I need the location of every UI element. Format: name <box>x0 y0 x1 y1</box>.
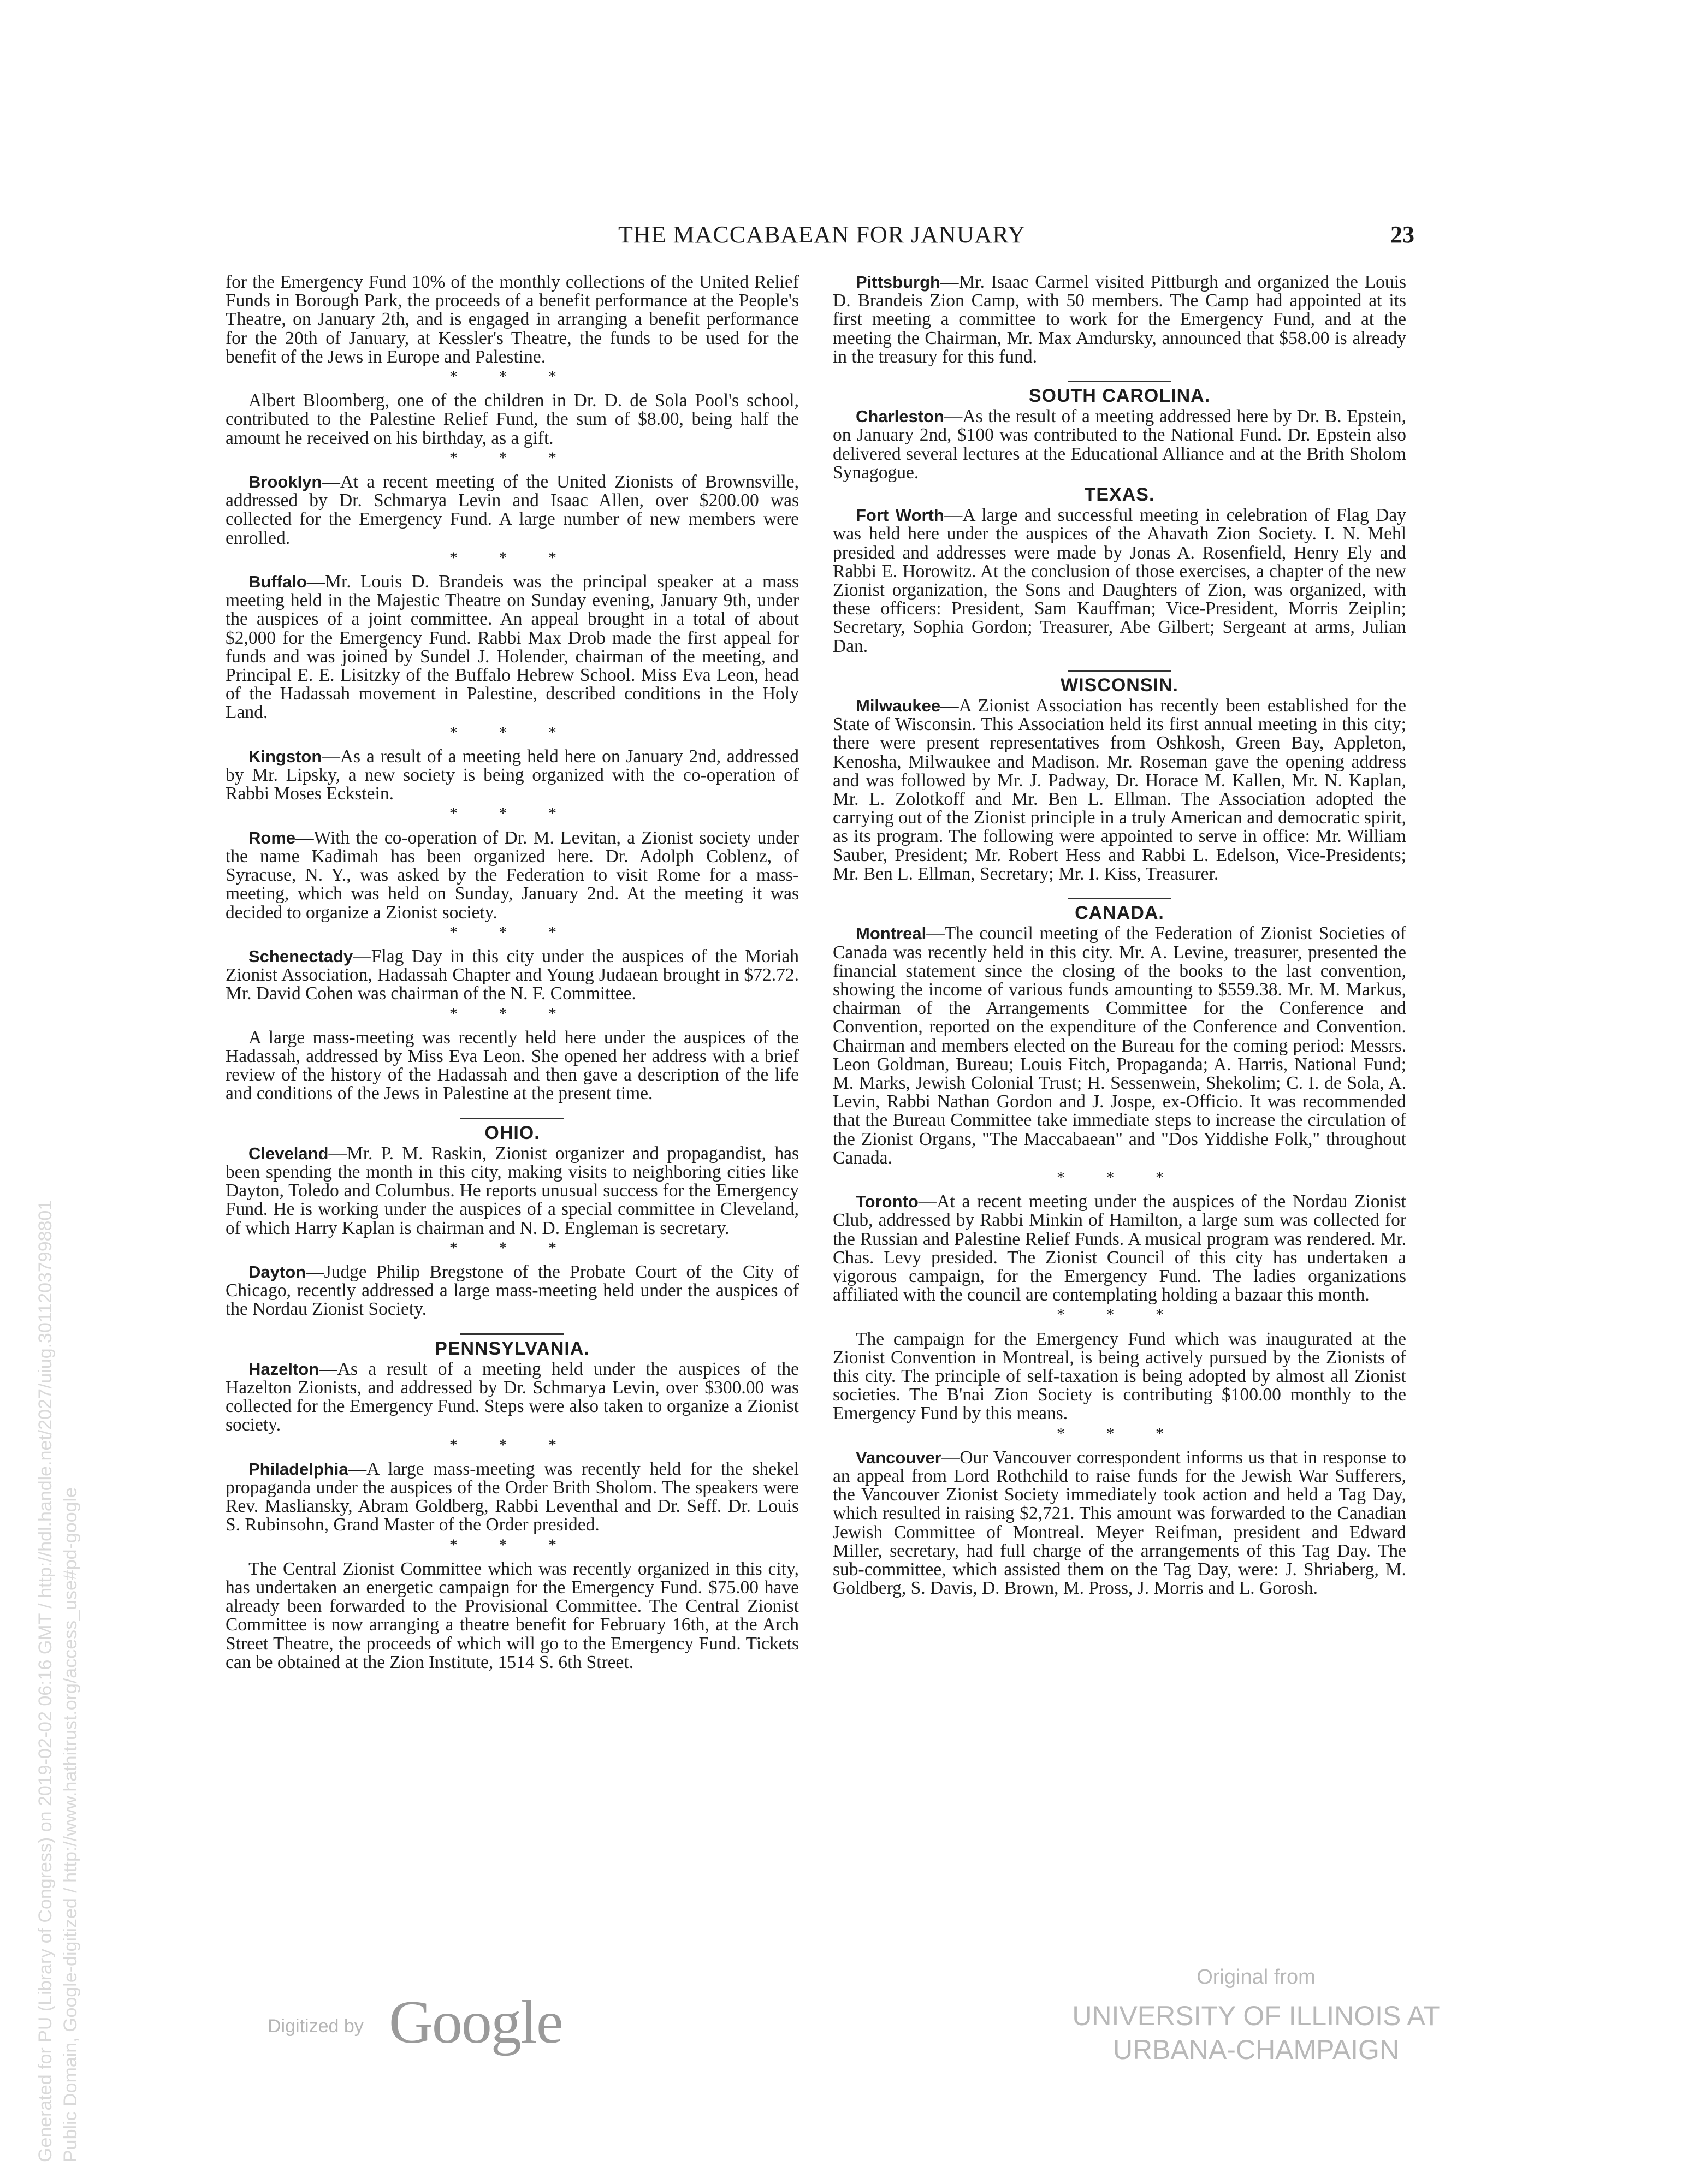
entry-text: —At a recent meeting of the United Zionists of Brownsville, addressed by Dr. Schmarya Levin and Isaac Allen, over $200.00 was collected for the Emergency Fund. A large number of new members were enrolled. <box>226 472 799 548</box>
digitized-by-google-logo <box>268 1987 595 2056</box>
entry-hazelton <box>226 1360 799 1435</box>
place-name: Buffalo <box>248 572 307 592</box>
entry-toronto <box>833 1192 1406 1304</box>
place-name: Schenectady <box>248 946 353 966</box>
entry-brooklyn <box>226 473 799 548</box>
watermark-line: Public Domain, Google-digitized / http://www.hathitrust.org/access_use#pd-google <box>60 1487 81 2162</box>
entry-text: —Our Vancouver correspondent informs us that in response to an appeal from Lord Rothchild to raise funds for the Jewish War Sufferers, the Vancouver Zionist Society immediately took action and held a Tag Day, which resulted in raising $2,721. This amount was forwarded to the Canadian Jewish Committee of Montreal. Meyer Reifman, president and Edward Miller, secretary, had full charge of the arrangements of this Tag Day. The sub-committee, which assisted them on the Tag Day, were: J. Shriaberg, M. Goldberg, S. Davis, D. Brown, M. Pross, J. Morris and L. Gorosh. <box>833 1447 1406 1599</box>
entry-milwaukee <box>833 697 1406 883</box>
entry-philadelphia <box>226 1460 799 1535</box>
place-name: Kingston <box>248 746 322 766</box>
entry-text: —As a result of a meeting held here on January 2nd, addressed by Mr. Lipsky, a new society is being organized with the co-operation of Rabbi Moses Eckstein. <box>226 746 799 804</box>
place-name: Milwaukee <box>856 696 941 716</box>
separator-stars: * * * <box>449 1238 575 1257</box>
entry-schenectady <box>226 947 799 1004</box>
separator-stars: * * * <box>449 548 575 567</box>
section-heading-pennsylvania: PENNSYLVANIA. <box>435 1338 590 1359</box>
section-rule <box>1068 898 1171 899</box>
entry-buffalo <box>226 573 799 722</box>
separator-stars: * * * <box>449 723 575 741</box>
entry-text: —A Zionist Association has recently been established for the State of Wisconsin. This Association held its first annual meeting in this city; there were present representatives from Oshkosh, Green Bay, Appleton, Kenosha, Milwaukee and Madison. Mr. Roseman gave the opening address and was followed by Mr. J. Padway, Dr. Horace M. Kallen, Mr. N. Kaplan, Mr. L. Zolotkoff and Mr. Ben L. Ellman. The Association adopted the carrying out of the Zionist principle in a truly American and democratic spirit, as its program. The following were appointed to serve in office: Mr. William Sauber, President; Mr. Robert Hess and Rabbi L. Edelson, Vice-Presidents; Mr. Ben L. Ellman, Secretary; Mr. I. Kiss, Treasurer. <box>833 696 1406 884</box>
right-column <box>833 273 1406 1598</box>
entry-text: —With the co-operation of Dr. M. Levitan, a Zionist society under the name Kadimah has been organized here. Dr. Adolph Coblenz, of Syracuse, N. Y., was asked by the Federation to visit Rome for a mass-meeting, which was held on Sunday, January 2nd. At the meeting it was decided to organize a Zionist society. <box>226 827 799 923</box>
entry-text: —A large and successful meeting in celebration of Flag Day was held here under the auspices of the Ahavath Zion Society. I. N. Mehl presided and addresses were made by Jonas A. Rosenfield, Henry Ely and Rabbi E. Horowitz. At the conclusion of those exercises, a chapter of the new Zionist organization, the Sons and Daughters of Zion, was organized, with these officers: President, Sam Kauffman; Vice-President, Morris Zeiplin; Secretary, Sophia Gordon; Treasurer, Abe Gilbert; Sergeant at arms, Julian Dan. <box>833 505 1406 656</box>
place-name: Vancouver <box>856 1447 941 1467</box>
entry-fort-worth <box>833 506 1406 656</box>
entry-text: —Mr. Louis D. Brandeis was the principal speaker at a mass meeting held in the Majestic Theatre on Sunday evening, January 9th, under the auspices of a joint committee. An appeal brought in a total of about $2,000 for the Emergency Fund. Rabbi Max Drob made the first appeal for funds and was joined by Sundel J. Holender, chairman of the meeting, and Principal E. E. Lisitzky of the Buffalo Hebrew School. Miss Eva Leon, head of the Hadassah movement in Palestine, described conditions in the Holy Land. <box>226 572 799 723</box>
place-name: Pittsburgh <box>856 272 940 292</box>
entry-text: —As a result of a meeting held under the auspices of the Hazelton Zionists, and addressed by Dr. Schmarya Levin, over $300.00 was collected for the Emergency Fund. Steps were also taken to organize a Zionist society. <box>226 1358 799 1435</box>
place-name: Dayton <box>248 1262 306 1281</box>
entry-text: —Mr. P. M. Raskin, Zionist organizer and propagandist, has been spending the month in this city, making visits to neighboring cities like Dayton, Toledo and Columbus. He reports unusual success for the Emergency Fund. He is working under the auspices of a special committee in Cleveland, of which Harry Kaplan is chairman and N. D. Engleman is secretary. <box>226 1143 799 1238</box>
separator-stars: * * * <box>1057 1168 1182 1186</box>
watermark-line: Generated for PU (Library of Congress) on 2019-02-02 06:16 GMT / http://hdl.handle.net/2027/uiug.30112037998801 <box>35 1200 56 2162</box>
separator-stars: * * * <box>449 1435 575 1454</box>
separator-stars: * * * <box>449 923 575 941</box>
entry-montreal <box>833 924 1406 1167</box>
section-heading-texas: TEXAS. <box>1084 484 1155 506</box>
hathitrust-watermark <box>33 1200 83 2162</box>
entry-kingston <box>226 747 799 804</box>
place-name: Fort Worth <box>856 506 944 525</box>
place-name: Rome <box>248 828 296 847</box>
running-title: THE MACCABAEAN FOR JANUARY <box>618 221 1026 248</box>
place-name: Philadelphia <box>248 1459 348 1479</box>
section-rule <box>460 1118 564 1119</box>
section-heading-south-carolina: SOUTH CAROLINA. <box>1028 385 1211 407</box>
left-column <box>226 273 799 1672</box>
entry-rome <box>226 829 799 922</box>
entry-dayton <box>226 1263 799 1319</box>
place-name: Toronto <box>856 1192 919 1212</box>
entry-text: —Mr. Isaac Carmel visited Pittburgh and organized the Louis D. Brandeis Zion Camp, with 50 members. The Camp had appointed at its first meeting a committee to work for the Emergency Fund, and at the meeting the Chairman, Mr. Max Amdursky, announced that $58.00 is already in the treasury for this fund. <box>833 272 1406 367</box>
separator-stars: * * * <box>449 1535 575 1554</box>
page-header <box>229 221 1414 253</box>
entry-text: —A large mass-meeting was recently held for the shekel propaganda under the auspices of the Order Brith Sholom. The speakers were Rev. Masliansky, Abram Goldberg, Rabbi Leventhal and Dr. Seff. Dr. Louis S. Rubinsohn, Grand Master of the Order presided. <box>226 1458 799 1535</box>
entry-text: —Flag Day in this city under the auspices of the Moriah Zionist Association, Hadassah Chapter and Young Judaean brought in $72.72. Mr. David Cohen was chairman of the N. F. Committee. <box>226 946 799 1004</box>
separator-stars: * * * <box>449 804 575 823</box>
section-heading-wisconsin: WISCONSIN. <box>1061 674 1178 696</box>
original-source <box>1059 1966 1453 2067</box>
entry-text: —At a recent meeting under the auspices of the Nordau Zionist Club, addressed by Rabbi Minkin of Hamilton, a large sum was collected for the Russian and Palestine Relief Funds. A musical program was rendered. Mr. Chas. Levy presided. The Zionist Council of this city has undertaken a vigorous campaign, for the Emergency Fund. The ladies organizations affiliated with the council are contemplating holding a bazaar this month. <box>833 1191 1406 1305</box>
place-name: Brooklyn <box>248 472 322 492</box>
place-name: Montreal <box>856 924 927 943</box>
separator-stars: * * * <box>449 367 575 386</box>
entry-pittsburgh <box>833 273 1406 366</box>
google-wordmark: Google <box>389 1989 562 2056</box>
separator-stars: * * * <box>449 448 575 467</box>
page-number: 23 <box>1390 221 1414 248</box>
entry-vancouver <box>833 1449 1406 1598</box>
entry-charleston <box>833 407 1406 482</box>
paragraph-central-committee: The Central Zionist Committee which was recently organized in this city, has undertaken an energetic campaign for the Emergency Fund. $75.00 have already been forwarded to the Provisional Committee. The Central Zionist Committee is now arranging a theatre benefit for February 16th, at the Arch Street Theatre, the proceeds of which will go to the Emergency Fund. Tickets can be obtained at the Zion Institute, 1514 S. 6th Street. <box>226 1558 799 1672</box>
entry-text: —Judge Philip Bregstone of the Probate Court of the City of Chicago, recently addressed a large mass-meeting held under the auspices of the Nordau Zionist Society. <box>226 1261 799 1320</box>
digitized-by-label: Digitized by <box>268 2016 364 2037</box>
paragraph-campaign: The campaign for the Emergency Fund which was inaugurated at the Zionist Convention in Montreal, is being actively pursued by the Zionists of this city. The principle of self-taxation is being adopted by almost all Zionist societies. The B'nai Zion Society is contributing $100.00 monthly to the Emergency Fund by this means. <box>833 1328 1406 1424</box>
place-name: Cleveland <box>248 1143 329 1163</box>
place-name: Hazelton <box>248 1359 319 1379</box>
section-rule <box>1068 381 1171 382</box>
section-heading-canada: CANADA. <box>1075 903 1164 924</box>
section-rule <box>460 1333 564 1335</box>
section-heading-ohio: OHIO. <box>484 1122 540 1143</box>
section-rule <box>1068 670 1171 672</box>
separator-stars: * * * <box>1057 1424 1182 1443</box>
entry-cleveland <box>226 1144 799 1238</box>
entry-text: —As the result of a meeting addressed here by Dr. B. Epstein, on January 2nd, $100 was contributed to the National Fund. Dr. Epstein also delivered several lectures at the Educational Alliance and at the Brith Sholom Synagogue. <box>833 406 1406 483</box>
university-line: UNIVERSITY OF ILLINOIS AT <box>1072 2001 1440 2031</box>
place-name: Charleston <box>856 407 944 426</box>
separator-stars: * * * <box>1057 1305 1182 1324</box>
university-line: URBANA-CHAMPAIGN <box>1112 2034 1400 2065</box>
original-from-label: Original from <box>1197 1966 1316 1989</box>
paragraph-emergency-fund: for the Emergency Fund 10% of the monthly collections of the United Relief Funds in Borough Park, the proceeds of a benefit performance at the People's Theatre, on January 2th, and is engaged in arranging a benefit performance for the 20th of January, at Kessler's Theatre, the funds to be used for the benefit of the Jews in Europe and Palestine. <box>226 272 799 367</box>
entry-text: —The council meeting of the Federation of Zionist Societies of Canada was recently held in this city. Mr. A. Levine, treasurer, presented the financial statement since the closing of the books to the last convention, showing the income of various funds amounting to $559.38. Mr. M. Markus, chairman of the Arrangements Committee for the Conference and Convention, reported on the expenditure of the Conference and Convention. Chairman and members elected on the Bureau for the coming period: Messrs. Leon Goldman, Bureau; Louis Fitch, Propaganda; A. Harris, National Fund; M. Marks, Jewish Colonial Trust; H. Sessenwein, Shekolim; C. I. de Sola, A. Levin, Rabbi Nathan Gordon and J. Jospe, ex-Officio. It was recommended that the Bureau Committee take immediate steps to increase the circulation of the Zionist Organs, "The Maccabaean" and "Dos Yiddishe Folk," throughout Canada. <box>833 923 1406 1168</box>
paragraph-bloomberg: Albert Bloomberg, one of the children in Dr. D. de Sola Pool's school, contributed to the Palestine Relief Fund, the sum of $8.00, being half the amount he received on his birthday, as a gift. <box>226 390 799 448</box>
separator-stars: * * * <box>449 1004 575 1023</box>
paragraph-hadassah-meeting: A large mass-meeting was recently held here under the auspices of the Hadassah, addressed by Miss Eva Leon. She opened her address with a brief review of the history of the Hadassah and then gave a description of the life and conditions of the Jews in Palestine at the present time. <box>226 1027 799 1104</box>
